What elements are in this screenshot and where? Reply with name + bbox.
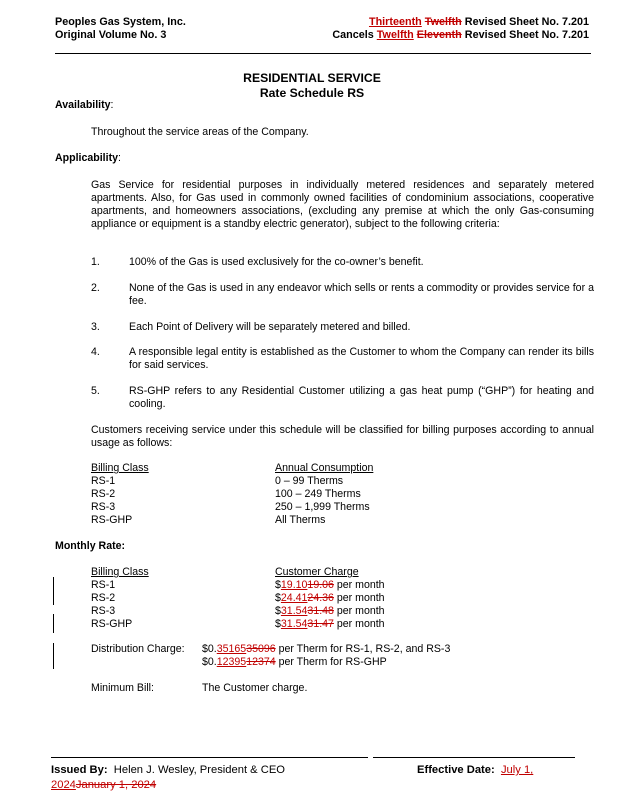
issued-by-label: Issued By: — [51, 764, 108, 776]
criteria-item — [91, 256, 594, 269]
classification-text: Customers receiving service under this schedule will be classified for billing purposes according to annual usage as follows: — [91, 424, 594, 450]
charge-unit: per Therm for RS-GHP — [275, 656, 387, 669]
customer-charge — [275, 618, 385, 631]
inserted-text: 31.54 — [280, 605, 308, 618]
charge-unit: per Therm for RS-1, RS-2, and RS-3 — [275, 643, 451, 655]
table-row — [91, 475, 373, 488]
customer-charge — [275, 605, 385, 618]
column-header: Annual Consumption — [275, 462, 374, 474]
table-row — [91, 488, 373, 501]
billing-class: RS-1 — [91, 579, 116, 592]
applicability-heading: Applicability: — [55, 152, 121, 164]
cancels-label: Cancels — [332, 29, 374, 42]
change-bar — [53, 577, 54, 605]
monthly-rate-heading: Monthly Rate: — [55, 540, 126, 552]
currency-symbol: $ — [275, 592, 281, 605]
distribution-charge-values — [202, 643, 450, 669]
item-text: RS-GHP refers to any Residential Customer utilizing a gas heat pump (“GHP”) for heating and cooling. — [129, 385, 594, 411]
inserted-text: 31.54 — [280, 618, 308, 631]
criteria-item — [91, 321, 594, 334]
effective-date — [417, 764, 533, 778]
deleted-text: 19.06 — [307, 579, 334, 592]
inserted-text: Twelfth — [376, 29, 414, 42]
volume-number: Original Volume No. 3 — [55, 29, 167, 42]
billing-class: RS-2 — [91, 592, 116, 605]
header-rule — [55, 53, 591, 54]
item-text: Each Point of Delivery will be separately metered and billed. — [129, 321, 411, 333]
column-header: Billing Class — [91, 462, 149, 474]
charge-unit: per month — [333, 579, 385, 592]
customer-charge — [275, 579, 385, 592]
item-text: None of the Gas is used in any endeavor which sells or rents a commodity or provides service for a fee. — [129, 282, 594, 308]
charge-unit: per month — [333, 618, 385, 631]
cancels-line — [332, 29, 589, 42]
cancels-sheet-number: Revised Sheet No. 7.201 — [464, 29, 589, 42]
customer-charge — [275, 592, 385, 605]
item-number: 3. — [91, 321, 100, 333]
criteria-item — [91, 385, 594, 411]
deleted-text: 12374 — [246, 656, 276, 669]
currency-prefix: $0. — [202, 656, 217, 669]
deleted-text: 24.36 — [307, 592, 334, 605]
distribution-charge-label: Distribution Charge: — [91, 643, 185, 655]
footer-rule-right — [373, 757, 575, 758]
inserted-text: 35165 — [216, 643, 247, 655]
inserted-text: 2024 — [51, 779, 76, 791]
deleted-text: Eleventh — [416, 29, 462, 42]
deleted-text: January 1, 2024 — [75, 779, 157, 791]
availability-heading: Availability: — [55, 99, 114, 111]
criteria-item — [91, 346, 594, 372]
usage-class-table — [91, 462, 373, 527]
deleted-text: 31.47 — [307, 618, 334, 631]
currency-symbol: $ — [275, 618, 281, 631]
charge-unit: per month — [333, 592, 385, 605]
billing-class: RS-GHP — [91, 618, 133, 631]
billing-class: RS-1 — [91, 475, 116, 488]
item-text: A responsible legal entity is established as the Customer to whom the Company can render its bills for said services. — [129, 346, 594, 372]
minimum-bill-text: The Customer charge. — [202, 682, 308, 694]
item-text: 100% of the Gas is used exclusively for the co-owner’s benefit. — [129, 256, 424, 268]
item-number: 2. — [91, 282, 100, 294]
inserted-text: 24.41 — [280, 592, 308, 605]
currency-prefix: $0. — [202, 643, 217, 655]
customer-charge-table — [91, 566, 385, 631]
minimum-bill-label: Minimum Bill: — [91, 682, 154, 694]
title-line-1: RESIDENTIAL SERVICE — [243, 71, 381, 85]
annual-consumption: All Therms — [275, 514, 326, 527]
sheet-number: Revised Sheet No. 7.201 — [464, 16, 589, 28]
availability-heading-text: Availability — [55, 99, 111, 111]
table-row — [91, 579, 385, 592]
currency-symbol: $ — [275, 605, 281, 618]
table-row — [91, 618, 385, 631]
inserted-text: 12395 — [216, 656, 247, 669]
change-bar — [53, 614, 54, 633]
inserted-text: July 1, — [500, 764, 534, 776]
inserted-text: 19.10 — [280, 579, 308, 592]
sheet-header — [55, 16, 589, 43]
issued-by-value: Helen J. Wesley, President & CEO — [113, 764, 285, 776]
availability-text: Throughout the service areas of the Company. — [91, 126, 309, 138]
effective-date-label: Effective Date: — [417, 764, 495, 776]
item-number: 5. — [91, 385, 100, 397]
issued-by — [51, 764, 285, 778]
table-row — [91, 592, 385, 605]
revised-sheet-line — [369, 16, 589, 29]
annual-consumption: 250 – 1,999 Therms — [275, 501, 370, 514]
deleted-text: 35096 — [246, 643, 276, 655]
distribution-charge-line — [202, 643, 450, 656]
item-number: 1. — [91, 256, 100, 268]
title-line-2: Rate Schedule RS — [259, 85, 365, 100]
distribution-charge-line — [202, 656, 450, 669]
effective-date-continued — [51, 779, 156, 793]
applicability-heading-text: Applicability — [55, 152, 118, 164]
deleted-text: Twelfth — [424, 16, 462, 28]
billing-class: RS-3 — [91, 501, 116, 514]
page-title — [0, 71, 624, 100]
currency-symbol: $ — [275, 579, 281, 592]
company-name: Peoples Gas System, Inc. — [55, 16, 186, 28]
table-row — [91, 514, 373, 527]
item-number: 4. — [91, 346, 100, 358]
billing-class: RS-GHP — [91, 514, 133, 527]
table-row — [91, 501, 373, 514]
annual-consumption: 100 – 249 Therms — [275, 488, 361, 501]
column-header: Customer Charge — [275, 566, 359, 578]
footer-rule-left — [51, 757, 368, 758]
applicability-intro: Gas Service for residential purposes in individually metered residences and separately metered apartments. Also, for Gas used in commonly owned facilities of condominium associations, cooperative apartments, and homeowners associations, (excluding any premise at which the only Gas-consuming appliance or equipment is a standby electric generator), subject to the following criteria: — [91, 179, 594, 231]
billing-class: RS-2 — [91, 488, 116, 501]
column-header: Billing Class — [91, 566, 149, 578]
billing-class: RS-3 — [91, 605, 116, 618]
inserted-text: Thirteenth — [368, 16, 422, 28]
table-row — [91, 605, 385, 618]
criteria-item — [91, 282, 594, 308]
charge-unit: per month — [333, 605, 385, 618]
annual-consumption: 0 – 99 Therms — [275, 475, 344, 488]
deleted-text: 31.48 — [307, 605, 334, 618]
change-bar — [53, 643, 54, 669]
